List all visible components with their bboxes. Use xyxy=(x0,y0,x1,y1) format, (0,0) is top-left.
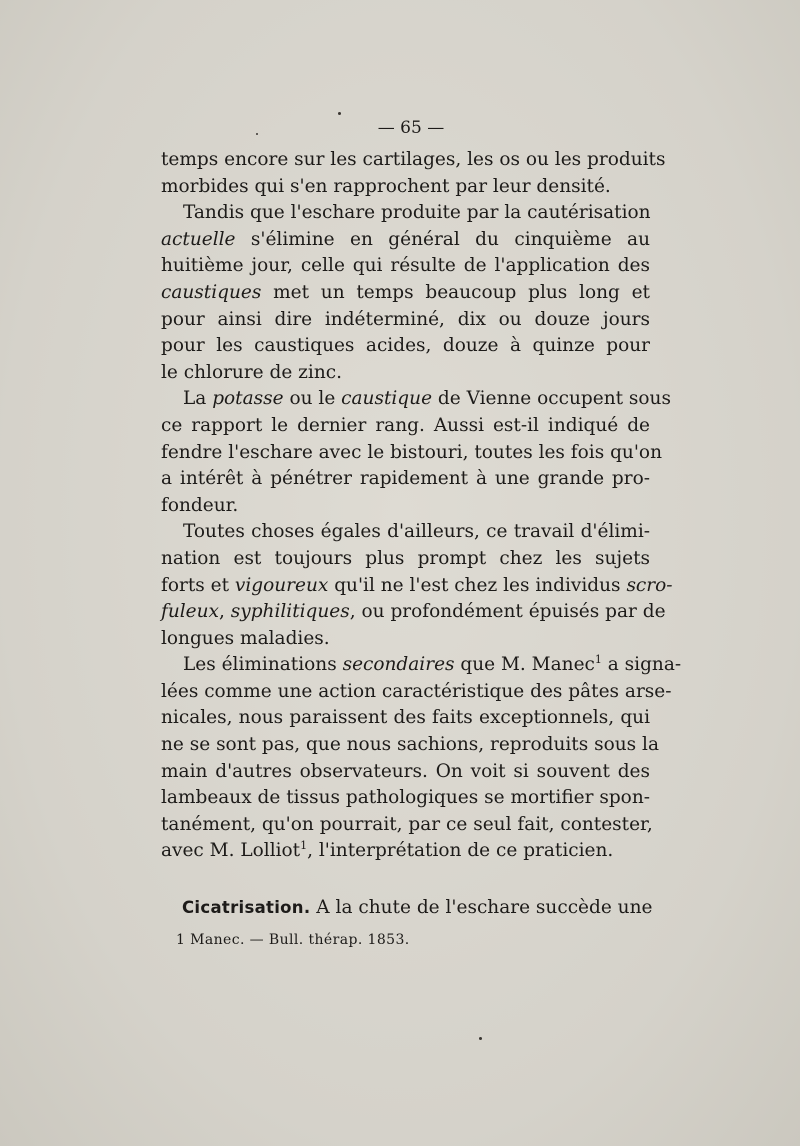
text-run: ou le xyxy=(283,388,342,410)
text-line: fondeur. xyxy=(161,494,239,516)
text-run: , ou profondément épuisés par de xyxy=(349,601,666,623)
text-line xyxy=(161,652,682,679)
italic-term: vigoureux xyxy=(234,574,329,596)
text-run: La xyxy=(183,388,213,410)
footnote: 1 Manec. — Bull. thérap. 1853. xyxy=(176,932,410,948)
section-start xyxy=(182,895,653,921)
italic-term: actuelle xyxy=(161,228,236,250)
text-run: , l'interprétation de ce praticien. xyxy=(307,840,614,862)
text-line xyxy=(161,573,673,600)
text-line: huitième jour, celle qui résulte de l'application des xyxy=(161,255,650,277)
italic-term: fuleux xyxy=(161,601,219,623)
section-text: A la chute de l'eschare succède une xyxy=(310,897,653,918)
italic-term: caustique xyxy=(341,388,433,410)
text-line xyxy=(161,599,666,626)
footnote-marker: 1 xyxy=(594,653,602,667)
text-run: que M. Manec xyxy=(454,654,595,676)
text-run: s'élimine en général du cinquième au xyxy=(235,228,650,250)
paragraph-5 xyxy=(161,652,682,865)
text-line: lées comme une action caractéristique des pâtes arse- xyxy=(161,680,672,702)
italic-term: caustiques xyxy=(161,281,262,303)
text-line: ce rapport le dernier rang. Aussi est-il indiqué de xyxy=(161,414,650,436)
italic-term: potasse xyxy=(212,388,284,410)
text-line: Toutes choses égales d'ailleurs, ce travail d'élimi- xyxy=(183,521,650,543)
text-line: Tandis que l'eschare produite par la cautérisation xyxy=(183,202,651,224)
text-run: qu'il ne l'est chez les individus xyxy=(328,574,627,596)
paragraph-3 xyxy=(161,386,671,519)
text-run: met un temps beaucoup plus long et xyxy=(261,281,650,303)
text-line: tanément, qu'on pourrait, par ce seul fait, contester, xyxy=(161,813,653,835)
italic-term: syphilitiques xyxy=(230,601,350,623)
text-line: a intérêt à pénétrer rapidement à une grande pro- xyxy=(161,468,650,490)
page-number: — 65 — xyxy=(377,118,445,138)
text-line: nation est toujours plus prompt chez les sujets xyxy=(161,547,650,569)
text-run: de Vienne occupent sous xyxy=(432,388,671,410)
paragraph-1 xyxy=(161,147,666,200)
text-line: longues maladies. xyxy=(161,627,330,649)
text-run: Les éliminations xyxy=(183,654,343,676)
text-line: lambeaux de tissus pathologiques se mortifier spon- xyxy=(161,787,650,809)
text-run: forts et xyxy=(161,574,235,596)
body-text xyxy=(161,147,682,865)
text-run: a signa- xyxy=(601,654,682,676)
italic-term: scro- xyxy=(626,574,673,596)
ink-speck xyxy=(338,112,341,115)
paragraph-4 xyxy=(161,519,673,652)
text-line: main d'autres observateurs. On voit si souvent des xyxy=(161,760,650,782)
ink-speck xyxy=(479,1037,482,1040)
text-line: morbides qui s'en rapprochent par leur densité. xyxy=(161,175,611,197)
footnote-marker: 1 xyxy=(300,839,308,853)
text-line: pour les caustiques acides, douze à quinze pour xyxy=(161,335,650,357)
text-line: ne se sont pas, que nous sachions, reproduits sous la xyxy=(161,734,659,756)
text-line: fendre l'eschare avec le bistouri, toutes les fois qu'on xyxy=(161,441,662,463)
text-line xyxy=(161,280,650,307)
text-run: , xyxy=(218,601,231,623)
text-run: avec M. Lolliot xyxy=(161,840,301,862)
section-heading: Cicatrisation. xyxy=(182,898,311,917)
italic-term: secondaires xyxy=(342,654,455,676)
ink-speck xyxy=(256,133,258,135)
paragraph-2 xyxy=(161,200,650,386)
text-line xyxy=(161,386,671,413)
text-line: le chlorure de zinc. xyxy=(161,361,342,383)
text-line xyxy=(161,227,650,254)
text-line xyxy=(161,838,650,865)
text-line: temps encore sur les cartilages, les os ou les produits xyxy=(161,149,666,170)
text-line: pour ainsi dire indéterminé, dix ou douze jours xyxy=(161,308,650,330)
text-line: nicales, nous paraissent des faits exceptionnels, qui xyxy=(161,707,650,729)
